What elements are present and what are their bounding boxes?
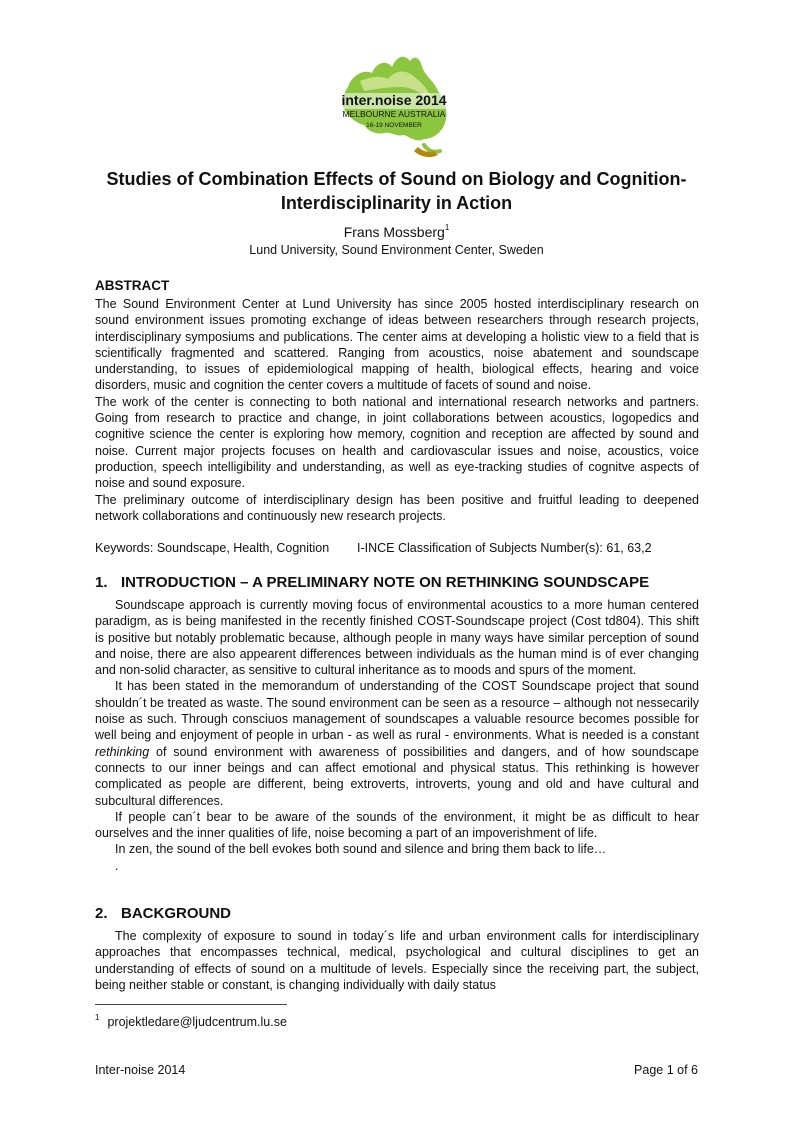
abstract	[95, 296, 699, 524]
footer-conference: Inter-noise 2014	[95, 1063, 186, 1077]
paper-title-line-1: Studies of Combination Effects of Sound on Biology and Cognition-	[106, 169, 687, 189]
section-1-trailing-dot: .	[115, 858, 119, 873]
logo-title: inter.noise 2014	[341, 92, 447, 108]
abstract-paragraph: The preliminary outcome of interdisciplinary design has been positive and fruitful leading to deepened network collaborations and continuously new research projects.	[95, 492, 699, 523]
logo-dates: 16-19 NOVEMBER	[366, 122, 422, 129]
footnote-mark: 1	[95, 1013, 100, 1022]
footnote	[95, 1010, 287, 1030]
section-1-paragraph	[95, 678, 699, 808]
abstract-heading: ABSTRACT	[95, 278, 170, 293]
keywords: Keywords: Soundscape, Health, Cognition	[95, 541, 330, 555]
author-name: Frans Mossberg	[343, 224, 445, 240]
australia-map-icon	[330, 47, 458, 163]
affiliation: Lund University, Sound Environment Center, Sweden	[249, 243, 544, 257]
paper-title-line-2: Interdisciplinarity in Action	[280, 193, 513, 213]
author-footnote-mark: 1	[444, 223, 450, 232]
footer-page-number: Page 1 of 6	[634, 1063, 698, 1077]
section-2-title: BACKGROUND	[121, 905, 231, 922]
footnote-email[interactable]: projektledare@ljudcentrum.lu.se	[107, 1015, 287, 1029]
section-1-paragraph: Soundscape approach is currently moving focus of environmental acoustics to a more human centered paradigm, as is being manifested in the recently finished COST-Soundscape project (Cost td804). This shift is positive but notably problematic because, although people in many ways have similar perception of sound and noise, there are also appearent differences between individuals as the human mind is of ever changing and non-solid character, as sensitive to cultural inheritance as to moods and spurs of the moment.	[95, 598, 699, 678]
section-2-body	[95, 928, 699, 993]
section-2-heading	[95, 905, 699, 923]
paragraph-text: It has been stated in the memorandum of understanding of the COST Soundscape project that sound shouldn´t be treated as waste. The sound environment can be seen as a resource – although not nessecarily noise as such. Through consciuos management of soundscapes a valuable resource becomes possible for well being and enjoyment of people in urban - as well as rural - environments. What is needed is a constant	[95, 679, 699, 743]
section-1-body	[95, 597, 699, 874]
section-2-paragraph: The complexity of exposure to sound in today´s life and urban environment calls for interdisciplinary approaches that encompasses technical, medical, psychological and cultural disciplines to get an understanding of effects of sound on a multitude of levels. Especially since the receiving part, the subject, being neither stable or constant, is changing individually with daily status	[95, 929, 699, 992]
section-1-paragraph: If people can´t bear to be aware of the sounds of the environment, it might be as difficult to hear ourselves and the inner qualities of life, noise becoming a part of an impoverishment of life.	[95, 809, 699, 841]
abstract-paragraph: The work of the center is connecting to both national and international research networks and partners. Going from research to practice and change, in joint collaborations between acoustics, logopedics and cognitive science the center is exploring how memory, cognition and reception are affected by sound and noise. Current major projects focuses on health and cardiovascular issues and noise, acoustics, voice production, speech intelligibility and understanding, as well as eye-tracking studies of cognitve aspects of noise and sound exposure.	[95, 394, 699, 491]
keywords-line	[95, 540, 699, 556]
section-1-heading	[95, 574, 699, 592]
conference-logo	[330, 47, 458, 163]
logo-location: MELBOURNE AUSTRALIA	[342, 109, 446, 119]
section-2-number: 2.	[95, 905, 108, 922]
footnote-rule	[95, 1004, 287, 1005]
section-1-title: INTRODUCTION – A PRELIMINARY NOTE ON RETHINKING SOUNDSCAPE	[121, 574, 650, 591]
author	[40, 219, 753, 241]
abstract-paragraph: The Sound Environment Center at Lund University has since 2005 hosted interdisciplinary research on sound environment issues promoting exchange of ideas between researchers through research projects, interdisciplinary symposiums and publications. The center aims at developing a holistic view to a field that is scientifically fragmented and scattered. Ranging from acoustics, noise abatement and soundscape understanding, to issues of epidemiological mapping of health, biological effects, hearing and voice disorders, music and cognition the center covers a multitude of facets of sound and noise.	[95, 297, 699, 393]
paper-title	[40, 167, 753, 215]
paragraph-text: of sound environment with awareness of possibilities and dangers, and of how soundscape connects to our inner beings and can affect emotional and physical status. This rethinking is however complicated as people are different, being extroverts, introverts, young and old and have cultural and subcultural differences.	[95, 744, 699, 808]
emphasis-rethinking: rethinking	[95, 744, 150, 759]
section-1-paragraph: In zen, the sound of the bell evokes both sound and silence and bring them back to life…	[115, 842, 607, 857]
section-1-number: 1.	[95, 574, 108, 591]
classification: I-INCE Classification of Subjects Number(s): 61, 63,2	[357, 541, 652, 555]
